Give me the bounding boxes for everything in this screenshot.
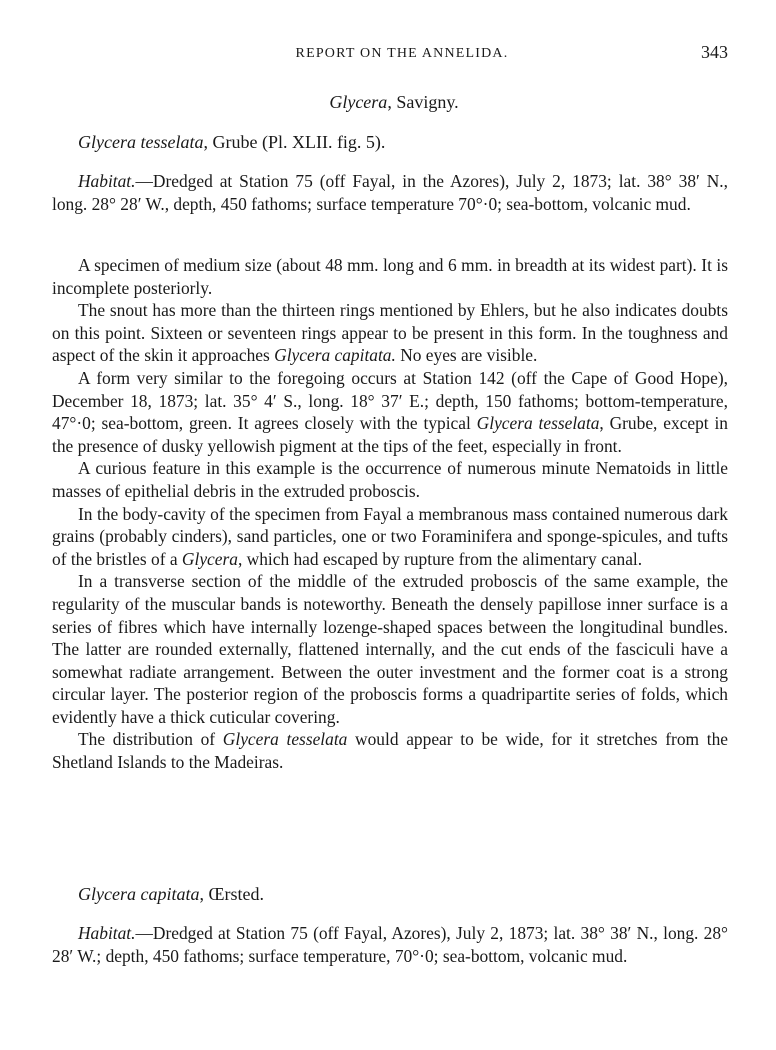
genus-author: , Savigny. <box>387 92 459 112</box>
paragraph-distribution <box>52 728 728 773</box>
paragraph-nematoids: A curious feature in this example is the occurrence of numerous minute Nematoids in little masses of epithelial debris in the extruded proboscis. <box>52 458 728 501</box>
paragraph-snout <box>52 299 728 367</box>
habitat-tesselata <box>52 170 728 215</box>
species-author: , Œrsted. <box>199 884 264 904</box>
habitat-text: —Dredged at Station 75 (off Fayal, Azores), July 2, 1873; lat. 38° 38′ N., long. 28° 28′ W.; depth, 450 fathoms; surface temperature, 70°·0; sea-bottom, volcanic mud. <box>52 923 728 966</box>
running-title: REPORT ON THE ANNELIDA. <box>295 46 509 61</box>
text-run: The distribution of <box>78 729 223 750</box>
taxon-name: Glycera tesselata <box>476 413 600 434</box>
species-heading-tesselata <box>78 132 385 153</box>
species-author: , Grube (Pl. XLII. fig. 5). <box>203 132 386 152</box>
running-head <box>0 42 776 66</box>
taxon-name: Glycera capitata. <box>274 345 396 366</box>
taxon-name: Glycera tesselata <box>222 729 348 750</box>
paragraph-body-cavity <box>52 503 728 571</box>
text-run: No eyes are visible. <box>395 345 538 366</box>
text-run: A form very similar to the foregoing occurs at Station 142 (off the Cape of Good Hope), December 18, 1873; lat. 35° 4′ S., long. 18° 37′ E.; depth, 150 fathoms; bottom-temperature, 47°·0; sea-bottom, green. It agrees closely with the typical <box>52 367 728 434</box>
text-run: In the body-cavity of the specimen from Fayal a membranous mass contained numerous dark grains (probably cinders), sand particles, one or two Foraminifera and sponge-spicules, and tufts of the bristles of a <box>52 503 728 569</box>
habitat-text: —Dredged at Station 75 (off Fayal, in the Azores), July 2, 1873; lat. 38° 38′ N., long. 28° 28′ W., depth, 450 fathoms; surface temperature 70°·0; sea-bottom, volcanic mud. <box>52 171 728 214</box>
description-tesselata <box>52 254 728 774</box>
text-run: The snout has more than the thirteen rings mentioned by Ehlers, but he also indicates doubts on this point. Sixteen or seventeen rings appear to be present in this form. In the toughness and aspect of the skin it approaches <box>52 300 728 366</box>
page-number: 343 <box>701 42 728 62</box>
paragraph-station-142 <box>52 367 728 457</box>
habitat-label: Habitat. <box>78 923 136 943</box>
text-run: would appear to be wide, for it stretches from the Shetland Islands to the Madeiras. <box>52 729 729 773</box>
habitat-paragraph <box>52 170 728 215</box>
genus-heading <box>0 92 776 113</box>
habitat-paragraph <box>52 922 728 967</box>
species-heading-capitata <box>78 884 264 905</box>
text-run: , which had escaped by rupture from the alimentary canal. <box>237 548 643 569</box>
habitat-capitata <box>52 922 728 967</box>
species-name: Glycera tesselata <box>78 132 204 152</box>
taxon-name: Glycera <box>181 548 238 569</box>
genus-name: Glycera <box>329 92 388 112</box>
habitat-label: Habitat. <box>78 171 136 191</box>
paragraph-specimen: A specimen of medium size (about 48 mm. long and 6 mm. in breadth at its widest part). It is incomplete posteriorly. <box>52 255 728 298</box>
species-name: Glycera capitata <box>78 884 200 904</box>
paragraph-transverse-section: In a transverse section of the middle of the extruded proboscis of the same example, the regularity of the muscular bands is noteworthy. Beneath the densely papillose inner surface is a series of fibres which have internally lozenge-shaped spaces between the longitudinal bundles. The latter are rounded externally, flattened internally, and the cut ends of the fasciculi have a somewhat radiate arrangement. Between the outer investment and the former coat is a strong circular layer. The posterior region of the proboscis forms a quadripartite series of folds, which evidently have a thick cuticular covering. <box>52 571 728 727</box>
text-run: , Grube, except in the presence of dusky yellowish pigment at the tips of the feet, especially in front. <box>52 413 728 456</box>
